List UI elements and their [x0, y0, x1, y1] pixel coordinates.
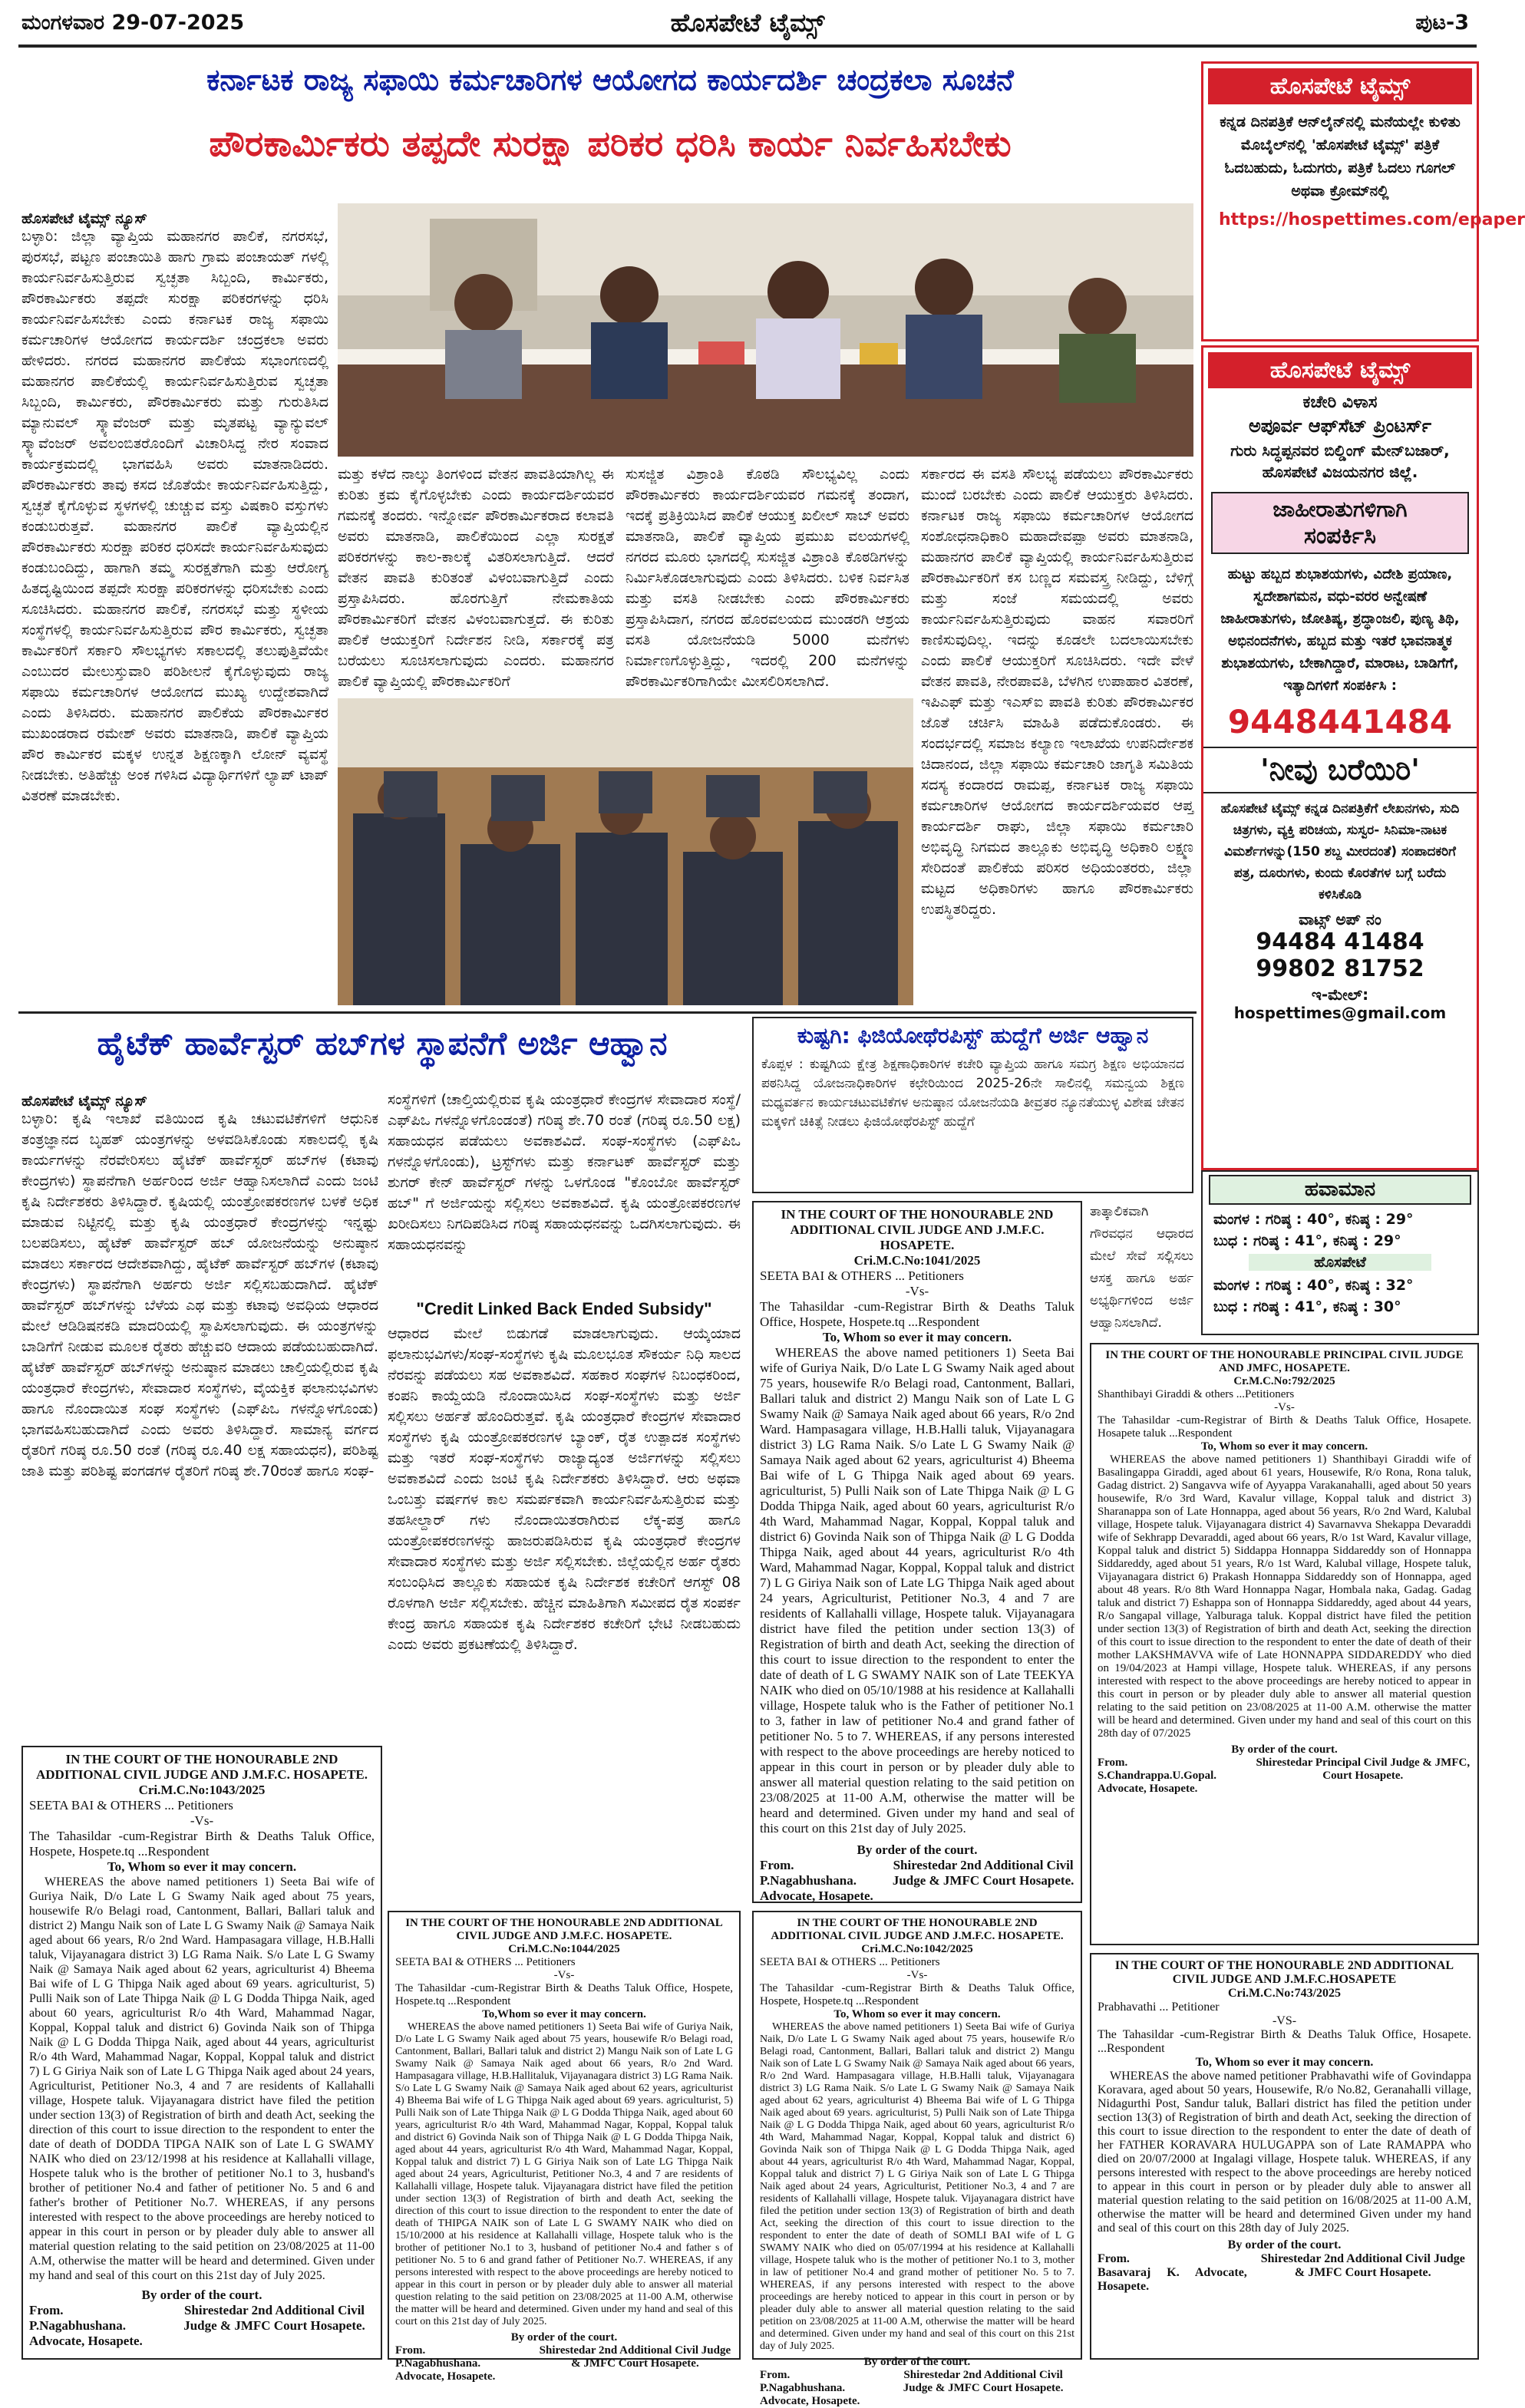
lead-col2: ಮತ್ತು ಕಳೆದ ನಾಲ್ಕು ತಿಂಗಳಿಂದ ವೇತನ ಪಾವತಿಯಾಗಿಲ್ಲ ಈ ಕುರಿತು ಕ್ರಮ ಕೈಗೊಳ್ಳಬೇಕು ಎಂದು ಕಾರ್ಯದರ್ಶಿಯವರ ಗಮನಕ್ಕೆ ತಂದರು. ಇನ್ನೋರ್ವ ಪೌರಕಾರ್ಮಿಕರಾದ ಕಲಾವತಿ ಅವರು ಮಾತನಾಡಿ, ಪಾಲಿಕೆಯಿಂದ ಎಲ್ಲಾ ಸುರಕ್ಷತೆ ಪರಿಕರಗಳನ್ನು ಕಾಲ-ಕಾಲಕ್ಕೆ ವಿತರಿಸಲಾಗುತ್ತಿದೆ. ಆದರೆ ವೇತನ ಪಾವತಿ ಕುರಿತಂತೆ ವಿಳಂಬವಾಗುತ್ತಿದೆ ಎಂದು ಪ್ರಸ್ತಾಪಿಸಿದರು. ಹೊರಗುತ್ತಿಗೆ ನೇಮಕಾತಿಯ ಪೌರಕಾರ್ಮಿಕರಿಗೆ ವೇತನ ವಿಳಂಬವಾಗುತ್ತದೆ. ಈ ಕುರಿತು ಪಾಲಿಕೆ ಆಯುಕ್ತರಿಗೆ ನಿರ್ದೇಶನ ನೀಡಿ, ಸರ್ಕಾರಕ್ಕೆ ಪತ್ರ ಬರೆಯಲು ಸೂಚಿಸಲಾಗುವುದು ಎಂದರು. ಮಹಾನಗರ ಪಾಲಿಕೆ ವ್ಯಾಪ್ತಿಯಲ್ಲಿ ಪೌರಕಾರ್ಮಿಕರಿಗೆ: [338, 466, 614, 690]
contact-email[interactable]: ಇ-ಮೇಲ್: hospettimes@gmail.com: [1233, 985, 1447, 1022]
notice-1043-body: WHEREAS the above named petitioners 1) Seeta Bai wife of Guriya Naik, D/o Late L G Swamy Naik aged about 75 years, housewife R/o Belagi road, Cantonment, Ballari, Ballari taluk and district 2) Mangu Naik son of Late L G Swamy Naik @ Samaya Naik aged about 66 years, R/o 2nd Ward. Hampasagara village, H.B.Halli taluk, Vijayanagara district 3) LG Rama Naik. S/o Late L G Swamy Naik @ Samaya Naik aged about 62 years, agriculturist 4) Bheema Bai wife of L G Thipga Naik aged about 69 years. agriculturist, 5) Pulli Naik son of Late Thipga Naik @ L G Dodda Thipga Naik, aged about 60 years, agriculturist R/o 4th Ward, Mahammad Nagar, Koppal, Koppal taluk and district 6) Govinda Naik son of Thipga Naik @ L G Dodda Thipga Naik, aged about 44 years, agriculturist R/o 4th Ward, Mahammad Nagar, Koppal, Koppal taluk and district 7) L G Giriya Naik son of Late L G Thipga Naik aged about 24 years, Agriculturist, Petitioner No.3, 4 and 7 are residents of Kallahalli village, Hospete taluk. Vijayanagara district have filed the petition under section 13(3) of Registration of birth and death Act, seeking the direction of this court to issue direction to the respondent to enter the date of death of DODDA TIPGA NAIK son of Late L G SWAMY NAIK who died on 23/12/1998 at his residence at Kallahalli village, Hospete taluk who is the brother of petitioner No.1 to 3, husband's brother of petitioner No.4 and father of petitioner No. 5 and 6 and father's brother of Petitioner No.7. WHEREAS, if any persons interested with respect to the above proceedings are hereby noticed to appear in this court in person or by pleader duly able to answer all material question relating to the said petition on 23/08/2025 at 11-00 A.M, otherwise the matter will be heard and determined. Given under my hand and seal of this court on this 21st day of July 2025.: [29, 1875, 375, 2282]
notice-1041-order: By order of the court.: [857, 1842, 978, 1857]
notice-1044-vs: -Vs-: [553, 1969, 575, 1981]
notice-1043: [21, 1746, 382, 2360]
notice-1044: [388, 1911, 741, 2383]
notice-1042-respondent: The Tahasildar -cum-Registrar Birth & Deaths Taluk Office, Hospete, Hospete.tq ...Respondent: [760, 1982, 1074, 2007]
ad-contact-line1: ಜಾಹೀರಾತುಗಳಿಗಾಗಿ: [1272, 496, 1408, 522]
notice-1044-advocate: P.Nagabhushana. Advocate, Hosapete.: [395, 2357, 496, 2383]
notice-792-respondent: The Tahasildar -cum-Registrar of Birth & Deaths Taluk Office, Hosapete. Hosapete taluk ...Respondent: [1098, 1414, 1471, 1440]
meeting-photo: [338, 203, 1193, 457]
lead-col3: ಸುಸಜ್ಜಿತ ವಿಶ್ರಾಂತಿ ಕೊಠಡಿ ಸೌಲಭ್ಯವಿಲ್ಲ ಎಂದು ಪೌರಕಾರ್ಮಿಕರು ಕಾರ್ಯದರ್ಶಿಯವರ ಗಮನಕ್ಕೆ ತಂದಾಗ, ಇದಕ್ಕೆ ಪ್ರತಿಕ್ರಿಯಿಸಿದ ಪಾಲಿಕೆ ಆಯುಕ್ತ ಖಲೀಲ್ ಸಾಬ್ ಅವರು ಮಾತನಾಡಿ, ಪಾಲಿಕೆ ವ್ಯಾಪ್ತಿಯ ಪ್ರಮುಖ ವಲಯಗಳಲ್ಲಿ ನಗರದ ಮೂರು ಭಾಗದಲ್ಲಿ ಸುಸಜ್ಜಿತ ವಿಶ್ರಾಂತಿ ಕೊಠಡಿಗಳನ್ನು ನಿರ್ಮಿಸಿಕೊಡಲಾಗುವುದು ಎಂದು ತಿಳಿಸಿದರು. ಬಳಿಕ ನಿರ್ವಸಿತ ಮತ್ತು ವಸತಿ ನೀಡಬೇಕು ಎಂದು ಪೌರಕಾರ್ಮಿಕರು ಪ್ರಸ್ತಾಪಿಸಿದಾಗ, ನಗರದ ಹೊರವಲಯದ ಮುಂಡರಗಿ ಆಶ್ರಯ ವಸತಿ ಯೋಜನೆಯಡಿ 5000 ಮನೆಗಳು ನಿರ್ಮಾಣಗೊಳ್ಳುತ್ತಿದ್ದು, ಇದರಲ್ಲಿ 200 ಮನೆಗಳನ್ನು ಪೌರಕಾರ್ಮಿಕರಿಗಾಗಿಯೇ ಮೀಸಲಿರಿಸಲಾಗಿದೆ.: [626, 466, 909, 690]
notice-792: [1090, 1343, 1479, 1945]
notice-743-court: IN THE COURT OF THE HONOURABLE 2ND ADDITIONAL CIVIL JUDGE AND J.M.F.C.HOSAPETE: [1114, 1959, 1454, 1986]
epaper-ad: [1201, 61, 1525, 341]
ad-contact-line2: ಸಂಪರ್ಕಿಸಿ: [1304, 523, 1376, 549]
harvester-col1: ಬಳ್ಳಾರಿ: ಕೃಷಿ ಇಲಾಖೆ ವತಿಯಿಂದ ಕೃಷಿ ಚಟುವಟಿಕೆಗಳಿಗೆ ಆಧುನಿಕ ತಂತ್ರಜ್ಞಾನದ ಬೃಹತ್ ಯಂತ್ರಗಳನ್ನು ಅಳವಡಿಸಿಕೊಂಡು ಸಕಾಲದಲ್ಲಿ ಕೃಷಿ ಕಾರ್ಯಗಳನ್ನು ನೆರವೇರಿಸಲು ಹೈಟೆಕ್ ಹಾರ್ವೆಸ್ಟರ್ ಹಬ್‌ಗಳ (ಕಟಾವು ಕೇಂದ್ರಗಳು) ಸ್ಥಾಪನೆಗಾಗಿ ಅರ್ಹರಿಂದ ಅರ್ಜಿ ಆಹ್ವಾನಿಸಲಾಗಿದೆ ಎಂದು ಜಂಟಿ ಕೃಷಿ ನಿರ್ದೇಶಕರು ತಿಳಿಸಿದ್ದಾರೆ. ಕೃಷಿಯಲ್ಲಿ ಯಂತ್ರೋಪಕರಣಗಳ ಬಳಕೆ ಅಧಿಕ ಮಾಡುವ ನಿಟ್ಟಿನಲ್ಲಿ ಮತ್ತು ಕೃಷಿ ಯಂತ್ರಧಾರೆ ಕೇಂದ್ರಗಳನ್ನು ಇನ್ನಷ್ಟು ಬಲಪಡಿಸಲು, ಹೈಟೆಕ್ ಹಾರ್ವೆಸ್ಟರ್ ಹಬ್ ಯೋಜನೆಯನ್ನು ಅನುಷ್ಠಾನ ಮಾಡಲು ಸರ್ಕಾರದ ಆದೇಶವಾಗಿದ್ದು, ಹೈಟೆಕ್ ಹಾರ್ವೆಸ್ಟರ್ ಹಬ್‌ಗಳ (ಕಟಾವು ಕೇಂದ್ರಗಳು) ಸ್ಥಾಪನೆಗಾಗಿ ಅರ್ಹರು ಅರ್ಜಿ ಸಲ್ಲಿಸಬಹುದಾಗಿದೆ. ಹೈಟೆಕ್ ಹಾರ್ವೆಸ್ಟರ್ ಹಬ್‌ಗಳನ್ನು ಬೆಳೆಯ ಎಥ ಮತ್ತು ಕಟಾವು ಅವಧಿಯ ಆಧಾರದ ಮೇಲೆ ಆಡಿಡಿಷನಕಡಿ ಮಾದರಿಯಲ್ಲಿ ಸ್ಥಾಪಿಸಲಾಗುವುದು. ಈ ಯಂತ್ರಗಳನ್ನು ಬಾಡಿಗೆಗೆ ನೀಡುವ ಮೂಲಕ ರೈತರು ಹೆಚ್ಚುವರಿ ಆದಾಯ ಪಡೆಯಬಹುದಾಗಿದೆ. ಹೈಟೆಕ್ ಹಾರ್ವೆಸ್ಟರ್ ಹಬ್‌ಗಳನ್ನು ಅನುಷ್ಠಾನ ಮಾಡಲು ಚಾಲ್ತಿಯಲ್ಲಿರುವ ಕೃಷಿ ಯಂತ್ರಧಾರೆ ಕೇಂದ್ರಗಳು, ಸೇವಾದಾರ ಸಂಸ್ಥೆಗಳು, ವೈಯಕ್ತಿಕ ಫಲಾನುಭವಿಗಳು ಹಾಗೂ ನೊಂದಾಯಿತ ಸಂಘ ಸಂಸ್ಥೆಗಳು (ಎಫ್‌ಪಿಒ ಗಳನ್ನೊಳಗೊಂಡು) ಭಾಗವಹಿಸಬಹುದಾಗಿದೆ ಎಂದು ಅವರು ತಿಳಿಸಿದ್ದಾರೆ. ಸಾಮಾನ್ಯ ವರ್ಗದ ರೈತರಿಗೆ ಗರಿಷ್ಠ ರೂ.50 ರಂತೆ (ಗರಿಷ್ಠ ರೂ.40 ಲಕ್ಷ ಸಹಾಯಧನ), ಪರಿಶಿಷ್ಟ ಜಾತಿ ಮತ್ತು ಪರಿಶಿಷ್ಟ ಪಂಗಡಗಳ ರೈತರಿಗೆ ಗರಿಷ್ಠ ಶೇ.70ರಂತೆ ಹಾಗೂ ಸಂಘ-: [21, 1110, 378, 1479]
notice-1042-shirestedar: Shirestedar 2nd Additional Civil Judge & JMFC Court Hosapete.: [903, 2369, 1064, 2394]
notice-1043-respondent: The Tahasildar -cum-Registrar Birth & Deaths Taluk Office, Hospete, Hospete.tq ...Respondent: [29, 1829, 375, 1859]
epaper-url[interactable]: https://hospettimes.com/epaper: [1219, 210, 1525, 229]
notice-743-advocate: Basavaraj K. Advocate, Hosapete.: [1098, 2266, 1247, 2293]
notice-1042-to: To, Whom so ever it may concern.: [833, 2008, 1001, 2020]
notice-743-case: Cri.M.C.No:743/2025: [1227, 1987, 1342, 2000]
notice-1044-from: From.: [395, 2344, 426, 2357]
notice-743-petitioners: Prabhavathi ... Petitioner: [1098, 2001, 1220, 2014]
notice-1042: [752, 1911, 1082, 2407]
notice-743-order: By order of the court.: [1227, 2238, 1342, 2251]
notice-1043-vs: -Vs-: [190, 1813, 214, 1828]
office-label: ಕಚೇರಿ ವಿಳಾಸ: [1302, 393, 1378, 412]
notice-1042-body: WHEREAS the above named petitioners 1) Seeta Bai wife of Guriya Naik, D/o Late L G Swamy Naik aged about 75 years, housewife R/o Belagi road, Cantonment, Ballari, Ballari taluk and district 2) Mangu Naik son of Late L G Swamy Naik @ Samaya Naik aged about 66 years, R/o 2nd Ward. Hampasagara village, H.B.Halli taluk, Vijayanagara district 3) LG Rama Naik. S/o Late L G Swamy Naik @ Samaya Naik aged about 62 years, agriculturist 4) Bheema Bai wife of L G Thipga Naik aged about 69 years. agriculturist, 5) Pulli Naik son of Late Thipga Naik @ L G Dodda Thipga Naik, aged about 60 years, agriculturist R/o 4th Ward, Mahammad Nagar, Koppal, Koppal taluk and district 6) Govinda Naik son of Thipga Naik @ L G Dodda Thipga Naik, aged about 44 years, agriculturist R/o 4th Ward, Mahammad Nagar, Koppal, Koppal taluk and district 7) L G Giriya Naik son of Late L G Thipga Naik aged about 24 years, Agriculturist, Petitioner No.3, 4 and 7 are residents of Kallahalli village, Hospete taluk. Vijayanagara district have filed the petition under section 13(3) of Registration of birth and death Act, seeking the direction of this court to issue direction to the respondent to enter the date of death of SOMLI BAI wife of L G SWAMY NAIK who died on 05/07/1994 at his residence at Kallahalli village, Hospete taluk who is the mother of petitioner No.1 to 3, mother in law of petitioner No.4 and grand mother of petitioner No. 5 to 7. WHEREAS, if any persons interested with respect to the above proceedings are hereby noticed to appear in this court in person or by pleader duly able to answer all material question relating to the said petition on 23/08/2025 at 11-00 A.M, otherwise the matter will be heard and determined. Given under my hand and seal of this court on this 21st day of July 2025.: [760, 2021, 1074, 2352]
notice-1044-case: Cri.M.C.No:1044/2025: [508, 1943, 620, 1955]
notice-1042-advocate: P.Nagabhushana. Advocate, Hosapete.: [760, 2382, 860, 2407]
notice-1042-from: From.: [760, 2369, 791, 2381]
notice-792-shirestedar: Shirestedar Principal Civil Judge & JMFC, Court Hosapete.: [1256, 1757, 1471, 1782]
notice-743-vs: -VS-: [1272, 2014, 1297, 2027]
notice-1044-to: To,Whom so ever it may concern.: [482, 2008, 646, 2020]
ad-phone[interactable]: 9448441484: [1227, 703, 1453, 741]
physio-headline: ಕುಷ್ಟಗಿ: ಫಿಜಿಯೋಥೆರಪಿಸ್ಟ್ ಹುದ್ದೆಗೆ ಅರ್ಜಿ ಆಹ್ವಾನ: [797, 1023, 1149, 1048]
notice-1041-from: From.: [760, 1858, 794, 1872]
notice-1041-body: WHEREAS the above named petitioners 1) Seeta Bai wife of Guriya Naik, D/o Late L G Swamy Naik aged about 75 years, housewife R/o Belagi road, Cantonment, Ballari, Ballari taluk and district 2) Mangu Naik son of Late L G Swamy Naik @ Samaya Naik aged about 66 years, R/o 2nd Ward. Hampasagara village, H.B.Halli taluk, Vijayanagara district 3) LG Rama Naik. S/o Late L G Swamy Naik @ Samaya Naik aged about 62 years, agriculturist 4) Bheema Bai wife of L G Thipga Naik aged about 69 years. agriculturist, 5) Pulli Naik son of Late Thipga Naik @ L G Dodda Thipga Naik, aged about 60 years, agriculturist R/o 4th Ward, Mahammad Nagar, Koppal, Koppal taluk and district 6) Govinda Naik son of Thipga Naik @ L G Dodda Thipga Naik, aged about 44 years, agriculturist R/o 4th Ward, Mahammad Nagar, Koppal, Koppal taluk and district 7) L G Giriya Naik son of Late LG Thipga Naik aged about 24 years, Agriculturist, Petitioner No.3, 4 and 7 are residents of Kallahalli village, Hospete taluk. Vijayanagara district have filed the petition under section 13(3) of Registration of birth and death Act, seeking the direction of this court to issue direction to the respondent to enter the date of death of L G SWAMY NAIK son of Late TEEKYA NAIK who died on 05/10/1988 at his residence at Kallahalli village, Hospete taluk who is the Father of petitioner No.1 to 3, father in law of petitioner No.4 and grand father of petitioner No. 5 to 7. WHEREAS, if any persons interested with respect to the above proceedings are hereby noticed to appear in this court in person or by pleader duly able to answer all material question relating to the said petition on 23/08/2025 at 11-00 A.M, otherwise the matter will be heard and determined. Given under my hand and seal of this court on this 21st day of July 2025.: [760, 1345, 1074, 1836]
physio-box: [752, 1017, 1193, 1193]
notice-743-to: To, Whom so ever it may concern.: [1195, 2056, 1374, 2069]
physio-body: ಕೊಪ್ಪಳ : ಕುಷ್ಟಗಿಯ ಕ್ಷೇತ್ರ ಶಿಕ್ಷಣಾಧಿಕಾರಿಗಳ ಕಚೇರಿ ವ್ಯಾಪ್ತಿಯ ಹಾಗೂ ಸಮಗ್ರ ಶಿಕ್ಷಣ ಅಭಿಯಾನದ ಪಠನಿಸಿದ್ದ ಯೋಜನಾಧಿಕಾರಿಗಳ ಕಛೇರಿಯಿಂದ 2025-26ನೇ ಸಾಲಿನಲ್ಲಿ ಸಮನ್ವಯ ಶಿಕ್ಷಣ ಮಧ್ಯವರ್ತನ ಕಾರ್ಯಚಟುವಟಿಕೆಗಳ ಅನುಷ್ಠಾನ ಯೋಜನೆಯಡಿ ತೀವ್ರತರ ನ್ಯೂನತೆಯುಳ್ಳ ವಿಶೇಷ ಚೇತನ ಮಕ್ಕಳಿಗೆ ಚಿಕಿತ್ಸೆ ನೀಡಲು ಫಿಜಿಯೋಥೆರಪಿಸ್ಟ್ ಹುದ್ದೆಗೆ: [761, 1057, 1184, 1130]
weather-city: ಹೊಸಪೇಟೆ: [1249, 1254, 1431, 1271]
notice-1043-to: To, Whom so ever it may concern.: [107, 1859, 297, 1874]
office-address: ಗುರು ಸಿದ್ಧಪ್ಪನವರ ಬಿಲ್ಡಿಂಗ್ ಮೇನ್‌ಬಜಾರ್, ಹೊಸಪೇಟೆ ವಿಜಯನಗರ ಜಿಲ್ಲೆ.: [1230, 441, 1450, 481]
subsidy-quote: "Credit Linked Back Ended Subsidy": [416, 1299, 712, 1318]
notice-792-to: To, Whom so ever it may concern.: [1200, 1440, 1368, 1453]
lead-col1: ಬಳ್ಳಾರಿ: ಜಿಲ್ಲಾ ವ್ಯಾಪ್ತಿಯ ಮಹಾನಗರ ಪಾಲಿಕೆ, ನಗರಸಭೆ, ಪುರಸಭೆ, ಪಟ್ಟಣ ಪಂಚಾಯಿತಿ ಹಾಗು ಗ್ರಾಮ ಪಂಚಾಯತ್ ಗಳಲ್ಲಿ ಕಾರ್ಯನಿರ್ವಹಿಸುತ್ತಿರುವ ಸ್ವಚ್ಛತಾ ಸಿಬ್ಬಂದಿ, ಕಾರ್ಮಿಕರು, ಪೌರಕಾರ್ಮಿಕರು ತಪ್ಪದೇ ಸುರಕ್ಷಾ ಪರಿಕರಗಳನ್ನು ಧರಿಸಿ ಕಾರ್ಯನಿರ್ವಹಿಸಬೇಕು ಎಂದು ಕರ್ನಾಟಕ ರಾಜ್ಯ ಸಫಾಯಿ ಕರ್ಮಚಾರಿಗಳ ಆಯೋಗದ ಕಾರ್ಯದರ್ಶಿ ಚಂದ್ರಕಲಾ ಅವರು ಹೇಳಿದರು. ನಗರದ ಮಹಾನಗರ ಪಾಲಿಕೆಯ ಸಭಾಂಗಣದಲ್ಲಿ ಮಹಾನಗರ ಪಾಲಿಕೆಯಲ್ಲಿ ಕಾರ್ಯನಿರ್ವಹಿಸುತ್ತಿರುವ ಸ್ವಚ್ಛತಾ ಸಿಬ್ಬಂದಿ, ಕಾರ್ಮಿಕರು, ಪೌರಕಾರ್ಮಿಕರು ಮತ್ತು ಗುರುತಿಸಿದ ಮ್ಯಾನುವಲ್ ಸ್ಕ್ಯಾವೆಂಜರ್ ಮತ್ತು ಮೃತಪಟ್ಟ ವ್ಯಾನ್ಯುವಲ್ ಸ್ಕ್ಯಾವೆಂಜರ್ ಅವಲಂಬಿತರೊಂದಿಗೆ ವಿಚಾರಿಸಿದ್ದ ನೇರ ಸಂವಾದ ಕಾರ್ಯಕ್ರಮದಲ್ಲಿ ಭಾಗವಹಿಸಿ ಅವರು ಮಾತನಾಡಿದರು. ಪೌರಕಾರ್ಮಿಕರು ತಾವು ಕಸದ ಜೊತೆಯೇ ಕಾರ್ಯನಿರ್ವಹಿಸುತ್ತಿದ್ದು, ಸ್ವಚ್ಛತೆ ಕೈಗೊಳ್ಳುವ ಸ್ಥಳಗಳಲ್ಲಿ ಚುಚ್ಚುವ ವಸ್ತು ವಿಷಕಾರಿ ವಸ್ತುಗಳು ಕಂಡುಬರುತ್ತವೆ. ಮಹಾನಗರ ಪಾಲಿಕೆ ವ್ಯಾಪ್ತಿಯಲ್ಲಿನ ಪೌರಕಾರ್ಮಿಕರು ಸುರಕ್ಷಾ ಪರಿಕರ ಧರಿಸದೇ ಕಾರ್ಯನಿರ್ವಹಿಸುವುದು ಕಂಡುಬಂದಿದ್ದು, ಹಾಗಾಗಿ ತಮ್ಮ ಸುರಕ್ಷತೆಗಾಗಿ ಮತ್ತು ಆರೋಗ್ಯ ಹಿತದೃಷ್ಟಿಯಿಂದ ತಪ್ಪದೇ ಸುರಕ್ಷಾ ಪರಿಕರಗಳನ್ನು ಧರಿಸಬೇಕು ಎಂದು ಸೂಚಿಸಿದರು. ಮಹಾನಗರ ಪಾಲಿಕೆ, ನಗರಸಭೆ ಮತ್ತು ಸ್ಥಳೀಯ ಸಂಸ್ಥೆಗಳಲ್ಲಿ ಕಾರ್ಯನಿರ್ವಹಿಸುತ್ತಿರುವ ಪೌರ ಕಾರ್ಮಿಕರು, ಸ್ವಚ್ಛತಾ ಕಾರ್ಮಿಕರಿಗೆ ಸರ್ಕಾರಿ ಸೌಲಭ್ಯಗಳು ಸಕಾಲದಲ್ಲಿ ತಲುಪುತ್ತಿವೆಯೇ ಎಂಬುದರ ಮೇಲುಸ್ತುವಾರಿ ಪರಿಶೀಲನೆ ಕೈಗೊಳ್ಳುವುದು ರಾಜ್ಯ ಸಫಾಯಿ ಕರ್ಮಚಾರಿಗಳ ಆಯೋಗದ ಮುಖ್ಯ ಉದ್ದೇಶವಾಗಿದೆ ಎಂದು ತಿಳಿಸಿದರು. ಮಹಾನಗರ ಪಾಲಿಕೆಯ ಪೌರಕಾರ್ಮಿಕರ ಮುಖಂಡರಾದ ರಮೇಶ್ ಅವರು ಮಾತನಾಡಿ, ಪಾಲಿಕೆ ವ್ಯಾಪ್ತಿಯ ಪೌರ ಕಾರ್ಮಿಕರ ಮಕ್ಕಳ ಉನ್ನತ ಶಿಕ್ಷಣಕ್ಕಾಗಿ ಲೋನ್ ವ್ಯವಸ್ಥೆ ನೀಡಬೇಕು. ಅತಿಹೆಚ್ಚು ಅಂಕ ಗಳಿಸಿದ ವಿದ್ಯಾರ್ಥಿಗಳಿಗೆ ಲ್ಯಾಪ್ ಟಾಪ್ ವಿತರಣೆ ಮಾಡಬೇಕು.: [21, 228, 328, 804]
notice-743-body: WHEREAS the above named petitioner Prabhavathi wife of Govindappa Koravara, aged about 50 years, Housewife, R/o No.82, Geranahalli village, Nidagurthi Post, Sandur taluk, Ballari district has filed the petition under section 13(3) of Registration of birth and death Act, seeking the direction of this court to issue direction to the respondent to enter the date of death of her FATHER KORAVARA HULUGAPPA son of Late RAMAPPA who died on 20/07/2000 at Ingalagi village, Hospete taluk. WHEREAS, if any persons interested with respect to the above proceedings are hereby noticed to appear in this court in person or by pleader duly able to answer all material question relating to the said petition on 16/08/2025 at 11-00 A.M, otherwise the matter will be heard and determined Given under my hand and seal of this court on this 28th day of July 2025.: [1098, 2070, 1471, 2235]
section-rule: [18, 1011, 1197, 1014]
printer-name: ಅಪೂರ್ವ ಆಫ್‌ಸೆಟ್ ಪ್ರಿಂಟರ್ಸ್: [1248, 415, 1432, 437]
notice-1043-court: IN THE COURT OF THE HONOURABLE 2ND ADDITIONAL CIVIL JUDGE AND J.M.F.C. HOSAPETE.: [36, 1752, 368, 1782]
notice-1043-from: From.: [29, 2303, 64, 2317]
header-rule: [18, 45, 1477, 48]
notice-792-order: By order of the court.: [1231, 1743, 1338, 1756]
notice-743: [1090, 1953, 1479, 2360]
harvester-dateline: ಹೊಸಪೇಟೆ ಟೈಮ್ಸ್ ನ್ಯೂಸ್: [21, 1093, 147, 1110]
epaper-ad-title: ಹೊಸಪೇಟೆ ಟೈಮ್ಸ್: [1208, 68, 1472, 104]
whatsapp-number-2[interactable]: 99802 81752: [1256, 955, 1424, 982]
notice-792-advocate: S.Chandrappa.U.Gopal. Advocate, Hosapete.: [1098, 1770, 1217, 1795]
weather-box: [1201, 1170, 1479, 1335]
notice-1041-vs: -Vs-: [905, 1284, 929, 1298]
office-ad-title: ಹೊಸಪೇಟೆ ಟೈಮ್ಸ್: [1208, 352, 1472, 388]
weather-row-3: ಮಂಗಳ : ಗರಿಷ್ಠ : 40°, ಕನಿಷ್ಠ : 32°: [1213, 1277, 1414, 1294]
whatsapp-number-1[interactable]: 94484 41484: [1256, 929, 1424, 955]
lead-col4: ಸರ್ಕಾರದ ಈ ವಸತಿ ಸೌಲಭ್ಯ ಪಡೆಯಲು ಪೌರಕಾರ್ಮಿಕರು ಮುಂದೆ ಬರಬೇಕು ಎಂದು ಪಾಲಿಕೆ ಆಯುಕ್ತರು ತಿಳಿಸಿದರು. ಕರ್ನಾಟಕ ರಾಜ್ಯ ಸಫಾಯಿ ಕರ್ಮಚಾರಿಗಳ ಆಯೋಗದ ಸಂಶೋಧನಾಧಿಕಾರಿ ಮಹಾದೇವಪ್ಪಾ ಅವರು ಮಾತನಾಡಿ, ಮಹಾನಗರ ಪಾಲಿಕೆ ವ್ಯಾಪ್ತಿಯಲ್ಲಿ ಕಾರ್ಯನಿರ್ವಹಿಸುತ್ತಿರುವ ಪೌರಕಾರ್ಮಿಕರಿಗೆ ಕಸ ಬಣ್ಣದ ಸಮವಸ್ತ್ರ ನೀಡಿದ್ದು, ಬೆಳಿಗ್ಗೆ ಮತ್ತು ಸಂಜೆ ಸಮಯದಲ್ಲಿ ಅವರು ಕಾರ್ಯನಿರ್ವಹಿಸುತ್ತಿರುವುದು ವಾಹನ ಸವಾರರಿಗೆ ಕಾಣಿಸುವುದಿಲ್ಲ. ಇದನ್ನು ಕೂಡಲೇ ಬದಲಾಯಿಸಬೇಕು ಎಂದು ಪಾಲಿಕೆ ಆಯುಕ್ತರಿಗೆ ಸೂಚಿಸಿದರು. ಇದೇ ವೇಳೆ ವೇತನ ಪಾವತಿ, ನೇರಪಾವತಿ, ಬೆಳಗಿನ ಉಪಾಹಾರ ವಿತರಣೆ, ಇಪಿಎಫ್ ಮತ್ತು ಇಎಸ್ಐ ಪಾವತಿ ಕುರಿತು ಪೌರಕಾರ್ಮಿಕರ ಜೊತೆ ಚರ್ಚಿಸಿ ಮಾಹಿತಿ ಪಡೆದುಕೊಂಡರು. ಈ ಸಂದರ್ಭದಲ್ಲಿ ಸಮಾಜ ಕಲ್ಯಾಣ ಇಲಾಖೆಯ ಉಪನಿರ್ದೇಶಕ ಚಿದಾನಂದ, ಜಿಲ್ಲಾ ಸಫಾಯಿ ಕರ್ಮಚಾರಿ ಜಾಗೃತಿ ಸಮಿತಿಯ ಸದಸ್ಯ ಕಂದಾರದ ರಾಮಪ್ಪ, ಕರ್ನಾಟಕ ರಾಜ್ಯ ಸಫಾಯಿ ಕರ್ಮಚಾರಿಗಳ ಆಯೋಗದ ಕಾರ್ಯದರ್ಶಿಯವರ ಆಪ್ತ ಕಾರ್ಯದರ್ಶಿ ರಾಘು, ಜಿಲ್ಲಾ ಸಫಾಯಿ ಕರ್ಮಚಾರಿ ಅಭಿವೃದ್ಧಿ ನಿಗಮದ ತಾಲ್ಲೂಕು ಅಭಿವೃದ್ಧಿ ಅಧಿಕಾರಿ ಲಕ್ಷ್ಮಣ ಸೇರಿದಂತೆ ಪಾಲಿಕೆಯ ಪರಿಸರ ಅಧಿಯಂತರರು, ಜಿಲ್ಲಾ ಮಟ್ಟದ ಅಧಿಕಾರಿಗಳು ಹಾಗೂ ಪೌರಕಾರ್ಮಿಕರು ಉಪಸ್ಥಿತರಿದ್ದರು.: [921, 466, 1193, 918]
notice-1041-case: Cri.M.C.No:1041/2025: [853, 1253, 981, 1268]
lead-dateline: ಹೊಸಪೇಟೆ ಟೈಮ್ಸ್ ನ್ಯೂಸ್: [21, 210, 147, 227]
weather-title: ಹವಾಮಾನ: [1209, 1175, 1471, 1205]
ad-contact-box: [1211, 492, 1469, 554]
write-us-text: ಹೊಸಪೇಟೆ ಟೈಮ್ಸ್ ಕನ್ನಡ ದಿನಪತ್ರಿಕೆಗೆ ಲೇಖನಗಳು, ಸುದಿ ಚಿತ್ರಗಳು, ವ್ಯಕ್ತಿ ಪರಿಚಯ, ಸುಸ್ವರ- ಸಿನಿಮಾ-ನಾಟಕ ವಿಮರ್ಶೆಗಳನ್ನು(150 ಶಬ್ದ ಮೀರದಂತೆ) ಸಂಪಾದಕರಿಗೆ ಪತ್ರ, ದೂರುಗಳು, ಕುಂದು ಕೊರತೆಗಳ ಬಗ್ಗೆ ಬರೆದು ಕಳಿಸಿಕೊಡಿ: [1220, 801, 1460, 902]
notice-1043-advocate: P.Nagabhushana. Advocate, Hosapete.: [29, 2318, 143, 2348]
notice-1042-court: IN THE COURT OF THE HONOURABLE 2ND ADDITIONAL CIVIL JUDGE AND J.M.F.C. HOSAPETE.: [771, 1917, 1064, 1942]
notice-1043-order: By order of the court.: [141, 2288, 262, 2302]
physio-continued: ತಾತ್ಕಾಲಿಕವಾಗಿ ಗೌರವಧನ ಆಧಾರದ ಮೇಲೆ ಸೇವೆ ಸಲ್ಲಿಸಲು ಆಸಕ್ತ ಹಾಗೂ ಅರ್ಹ ಅಭ್ಯರ್ಥಿಗಳಿಂದ ಅರ್ಜಿ ಆಹ್ವಾನಿಸಲಾಗಿದೆ.: [1090, 1204, 1193, 1331]
harvester-headline: ಹೈಟೆಕ್ ಹಾರ್ವೆಸ್ಟರ್ ಹಬ್‌ಗಳ ಸ್ಥಾಪನೆಗೆ ಅರ್ಜಿ ಆಹ್ವಾನ: [97, 1024, 668, 1062]
notice-1044-shirestedar: Shirestedar 2nd Additional Civil Judge & JMFC Court Hosapete.: [539, 2344, 731, 2370]
ad-categories: ಹುಟ್ಟು ಹಬ್ಬದ ಶುಭಾಶಯಗಳು, ವಿದೇಶಿ ಪ್ರಯಾಣ, ಸ್ವದೇಶಾಗಮನ, ವಧು-ವರರ ಅನ್ವೇಷಣೆ ಜಾಹೀರಾತುಗಳು, ಜೋತಿಷ್ಯ, ಶ್ರದ್ಧಾಂಜಲಿ, ಪುಣ್ಯ ತಿಥಿ, ಅಭಿನಂದನೆಗಳು, ಹಬ್ಬದ ಮತ್ತು ಇತರೆ ಭಾವನಾತ್ಮಕ ಶುಭಾಶಯಗಳು, ಬೇಕಾಗಿದ್ದಾರೆ, ಮಾರಾಟ, ಬಾಡಿಗೆಗೆ, ಇತ್ಯಾದಿಗಳಿಗೆ ಸಂಪರ್ಕಿಸಿ :: [1220, 566, 1460, 694]
notice-1044-order: By order of the court.: [510, 2331, 618, 2344]
notice-1041: [752, 1201, 1082, 1903]
weather-row-1: ಮಂಗಳ : ಗರಿಷ್ಠ : 40°, ಕನಿಷ್ಠ : 29°: [1213, 1211, 1414, 1228]
notice-1041-shirestedar: Shirestedar 2nd Additional Civil Judge & JMFC Court Hosapete.: [892, 1858, 1074, 1888]
workers-photo: [338, 698, 913, 1005]
notice-792-from: From.: [1098, 1757, 1128, 1769]
notice-792-body: WHEREAS the above named petitioners 1) Shanthibayi Giraddi wife of Basalingappa Giraddi, aged about 61 years, Housewife, R/o Rona, Rona taluk, Gadag district. 2) Sangavva wife of Ayyappa Varakanahalli, aged about 50 years housewife, R/o 3rd Ward, Kavalur village, Koppal taluk and district 3) Sharanappa son of Late Honnappa, aged about 56 years, R/o 2nd Ward, Kalubal village, Hospete taluk. Vijayanagara district 4) Savarnavva Shekappa Devaraddi wife of Sekhrapp Devaraddi, aged about 66 years, R/o 1st Ward, Kavalur village, Koppal taluk and district 5) Siddappa Honnappa Siddareddy son of Honnappa Siddareddy, aged about 51 years, R/o 1st Ward, Kalubal village, Hospete taluk, Vijayanagara district 6) Prakash Honnappa Siddareddy son of Honnappa, aged about 48 years. R/o 8th Ward Honnappa Nagar, Hombala naka, Gadag. Gadag taluk and district 7) Eshappa son of Honnappa Siddareddy, aged about 44 years, R/o Sangapal village, Yalburaga taluk. Koppal district have filed the petition under section 13(3) of Registration of birth and death Act, seeking the direction of this court to issue direction to the respondent to enter the date of death of their mother LAKSHMAVVA wife of Late HONNAPPA SIDDAREDDY who died on 19/04/2023 at Hampi village, Hospete taluk. WHEREAS, if any persons interested with respect to the above proceedings are hereby noticed to appear in this court in person or by pleader duly able to answer all material question relating to the said petition on 23/08/2025 at 11-00 A.M. otherwise the matter will be heard and determined. Given under my hand and seal of this court on this 28th day of 07/2025: [1098, 1453, 1471, 1740]
notice-1041-court: IN THE COURT OF THE HONOURABLE 2ND ADDITIONAL CIVIL JUDGE AND J.M.F.C. HOSAPETE.: [781, 1207, 1054, 1252]
notice-743-from: From.: [1098, 2252, 1130, 2265]
notice-1042-order: By order of the court.: [863, 2356, 971, 2368]
notice-743-shirestedar: Shirestedar 2nd Additional Civil Judge & JMFC Court Hosapete.: [1260, 2252, 1465, 2279]
write-us-title: 'ನೀವು ಬರೆಯಿರಿ': [1203, 747, 1477, 793]
page-number: ಪುಟ-3: [1415, 11, 1469, 35]
notice-1042-case: Cri.M.C.No:1042/2025: [861, 1943, 973, 1955]
notice-1041-advocate: P.Nagabhushana. Advocate, Hosapete.: [760, 1873, 873, 1903]
notice-743-respondent: The Tahasildar -cum-Registrar Birth & Deaths Taluk Office, Hosapete. ...Respondent: [1098, 2028, 1471, 2055]
office-ad: [1201, 345, 1479, 1170]
notice-1043-case: Cri.M.C.No:1043/2025: [138, 1783, 266, 1797]
notice-1041-respondent: The Tahasildar -cum-Registrar Birth & Deaths Taluk Office, Hospete, Hospete.tq ...Respondent: [760, 1299, 1074, 1329]
notice-1041-petitioners: SEETA BAI & OTHERS ... Petitioners: [760, 1268, 964, 1283]
notice-1043-shirestedar: Shirestedar 2nd Additional Civil Judge & JMFC Court Hosapete.: [183, 2303, 365, 2333]
harvester-col2b: ಆಧಾರದ ಮೇಲೆ ಬಿಡುಗಡೆ ಮಾಡಲಾಗುವುದು. ಆಯ್ಕೆಯಾದ ಫಲಾನುಭವಿಗಳು/ಸಂಘ-ಸಂಸ್ಥೆಗಳು ಕೃಷಿ ಮೂಲಭೂತ ಸೌಕರ್ಯ ನಿಧಿ ಸಾಲದ ನೆರವನ್ನು ಪಡೆಯಲು ಸಹ ಅವಕಾಶವಿದೆ. ಸಹಕಾರ ಸಂಘಗಳ ನಿಬಂಧಕರಿಂದ, ಕಂಪನಿ ಕಾಯ್ದೆಯಡಿ ನೊಂದಾಯಿಸಿದ ಸಂಘ-ಸಂಸ್ಥೆಗಳು ಮತ್ತು ಅರ್ಜಿ ಸಲ್ಲಿಸಲು ಅರ್ಹತೆ ಹೊಂದಿರುತ್ತವೆ. ಕೃಷಿ ಯಂತ್ರಧಾರೆ ಕೇಂದ್ರಗಳ ಸೇವಾದಾರ ಸಂಸ್ಥೆಗಳು ಕೃಷಿ ಯಂತ್ರೋಪಕರಣಗಳ ಬ್ಯಾಂಕ್, ರೈತ ಉತ್ಪಾದಕ ಸಂಸ್ಥೆಗಳು ಮತ್ತು ಇತರೆ ಸಂಘ-ಸಂಸ್ಥೆಗಳು ರಾಜ್ಯಾದ್ಯಂತ ಅರ್ಜಿಗಳನ್ನು ಸಲ್ಲಿಸಲು ಅವಕಾಶವಿದೆ ಎಂದು ಜಂಟಿ ಕೃಷಿ ನಿರ್ದೇಶಕರು ತಿಳಿಸಿದ್ದಾರೆ. ಆರು ಅಥವಾ ಒಂಬತ್ತು ವರ್ಷಗಳ ಕಾಲ ಸಮರ್ಪಕವಾಗಿ ಕಾರ್ಯನಿರ್ವಹಿಸುತ್ತಿರುವ ಮತ್ತು ತಹಸೀಲ್ದಾರ್ ಗಳು ನೊಂದಾಯಿತರಾಗಿರುವ ಲೆಕ್ಕ-ಪತ್ರ ಹಾಗೂ ಯಂತ್ರೋಪಕರಣಗಳನ್ನು ಹಾಜರುಪಡಿಸಿರುವ ಕೃಷಿ ಯಂತ್ರಧಾರೆ ಕೇಂದ್ರಗಳ ಸೇವಾದಾರ ಸಂಸ್ಥೆಗಳು ಮತ್ತು ಅರ್ಜಿ ಸಲ್ಲಿಸಬೇಕು. ಜಿಲ್ಲೆಯಲ್ಲಿನ ಅರ್ಹ ರೈತರು ಸಂಬಂಧಿಸಿದ ತಾಲ್ಲೂಕು ಸಹಾಯಕ ಕೃಷಿ ನಿರ್ದೇಶಕ ಕಚೇರಿಗೆ ಆಗಸ್ಟ್ 08 ರೊಳಗಾಗಿ ಅರ್ಜಿ ಸಲ್ಲಿಸಬೇಕು. ಹೆಚ್ಚಿನ ಮಾಹಿತಿಗಾಗಿ ಸಮೀಪದ ರೈತ ಸಂಪರ್ಕ ಕೇಂದ್ರ ಹಾಗೂ ಸಹಾಯಕ ಕೃಷಿ ನಿರ್ದೇಶಕರ ಕಚೇರಿಗೆ ಭೇಟಿ ನೀಡಬಹುದು ಎಂದು ಅವರು ಪ್ರಕಟಣೆಯಲ್ಲಿ ತಿಳಿಸಿದ್ದಾರೆ.: [388, 1325, 741, 1653]
harvester-col2a: ಸಂಸ್ಥೆಗಳಿಗೆ (ಚಾಲ್ತಿಯಲ್ಲಿರುವ ಕೃಷಿ ಯಂತ್ರಧಾರೆ ಕೇಂದ್ರಗಳ ಸೇವಾದಾರ ಸಂಸ್ಥೆ/ ಎಫ್‌ಪಿಒ ಗಳನ್ನೊಳಗೊಂಡಂತೆ) ಗರಿಷ್ಠ ಶೇ.70 ರಂತೆ (ಗರಿಷ್ಠ ರೂ.50 ಲಕ್ಷ) ಸಹಾಯಧನ ಪಡೆಯಲು ಅವಕಾಶವಿದೆ. ಸಂಘ-ಸಂಸ್ಥೆಗಳು (ಎಫ್‌ಪಿಒ ಗಳನ್ನೊಳಗೊಂಡು), ಟ್ರಸ್ಟ್‌ಗಳು ಮತ್ತು ಕರ್ನಾಟಕ್ ಹಾರ್ವೆಸ್ಟರ್ ಮತ್ತು ಶುಗರ್ ಕೇನ್ ಹಾರ್ವೆಸ್ಟರ್ ಗಳನ್ನು ಒಳಗೊಂಡ "ಕೊಂಬೋ ಹಾರ್ವೆಸ್ಟರ್ ಹಬ್" ಗೆ ಅರ್ಜಿಯನ್ನು ಸಲ್ಲಿಸಲು ಅವಕಾಶವಿದೆ. ಕೃಷಿ ಯಂತ್ರೋಪಕರಣಗಳ ಖರೀದಿಸಲು ನಿಗದಿಪಡಿಸಿದ ಗರಿಷ್ಠ ಸಹಾಯಧನವನ್ನು ಒದಗಿಸಲಾಗುವುದು. ಈ ಸಹಾಯಧನವನ್ನು: [388, 1091, 741, 1253]
notice-792-case: Cr.M.C.No:792/2025: [1233, 1375, 1335, 1387]
weather-row-2: ಬುಧ : ಗರಿಷ್ಠ : 41°, ಕನಿಷ್ಠ : 29°: [1213, 1232, 1401, 1249]
notice-1044-petitioners: SEETA BAI & OTHERS ... Petitioners: [395, 1956, 576, 1968]
notice-792-petitioners: Shanthibayi Giraddi & others ...Petitioners: [1098, 1388, 1295, 1400]
weather-row-4: ಬುಧ : ಗರಿಷ್ಠ : 41°, ಕನಿಷ್ಠ : 30°: [1213, 1298, 1401, 1315]
whatsapp-label: ವಾಟ್ಸ್ ಅಪ್ ನಂ: [1299, 910, 1381, 929]
notice-1044-respondent: The Tahasildar -cum-Registrar Birth & Deaths Taluk Office, Hospete, Hospete.tq ...Respondent: [395, 1982, 733, 2007]
notice-1044-body: WHEREAS the above named petitioners 1) Seeta Bai wife of Guriya Naik, D/o Late L G Swamy Naik aged about 75 years, housewife R/o Belagi road, Cantonment, Ballari, Ballari taluk and district 2) Mangu Naik son of Late L G Swamy Naik @ Samaya Naik aged about 66 years, R/o 2nd Ward. Hampasagara village, H.B.Hallitaluk, Vijayanagara district 3) LG Rama Naik. S/o Late L G Swamy Naik @ Samaya Naik aged about 62 years, agriculturist 4) Bheema Bai wife of L G Thipga Naik aged about 69 years. agriculturist, 5) Pulli Naik son of Late Thipga Naik @ L G Dodda Thipga Naik, aged about 60 years, agriculturist R/o 4th Ward, Mahammad Nagar, Koppal, Koppal taluk and district 6) Govinda Naik son of Thipga Naik @ L G Dodda Thipga Naik, aged about 44 years, agriculturist R/o 4th Ward, Mahammad Nagar, Koppal, Koppal taluk and district 7) L G Giriya Naik son of Late LG Thipga Naik aged about 24 years, Agriculturist, Petitioner No.3, 4 and 7 are residents of Kallahalli village, Hospete taluk. Vijayanagara district have filed the petition under section 13(3) of Registration of birth and death Act, seeking the direction of this court to issue direction to the respondent to enter the date of death of THIPGA NAIK son of Late L G SWAMY NAIK who died on 15/10/2000 at his residence at Kallahalli village, Hospete taluk who is the brother of petitioner No.1 to 3, husband of petitioner No.4 and father s of petitioner No. 5 to 6 and grand father of Petitioner No.7. WHEREAS, if any persons interested with respect to the above proceedings are hereby noticed to appear in this court in person or by pleader duly able to answer all material question relating to the said petition on 23/08/2025 at 11-00 A.M, otherwise the matter will be heard and determined. Given under my hand and seal of this court on this 21st day of July 2025.: [395, 2021, 733, 2327]
epaper-ad-text: ಕನ್ನಡ ದಿನಪತ್ರಿಕೆ ಆನ್‌ಲೈನ್‌ನಲ್ಲಿ ಮನೆಯಲ್ಲೇ ಕುಳಿತು ಮೊಬೈಲ್‌ನಲ್ಲಿ 'ಹೊಸಪೇಟೆ ಟೈಮ್ಸ್' ಪತ್ರಿಕೆ ಓದಬಹುದು, ಓದುಗರು, ಪತ್ರಿಕೆ ಓದಲು ಗೂಗಲ್ ಅಥವಾ ಕ್ರೋಮ್‌ನಲ್ಲಿ: [1220, 114, 1461, 200]
notice-1044-court: IN THE COURT OF THE HONOURABLE 2ND ADDITIONAL CIVIL JUDGE AND J.M.F.C. HOSAPETE.: [405, 1917, 723, 1942]
masthead: ಹೊಸಪೇಟೆ ಟೈಮ್ಸ್: [670, 8, 825, 38]
issue-date: ಮಂಗಳವಾರ 29-07-2025: [21, 11, 245, 35]
notice-1042-petitioners: SEETA BAI & OTHERS ... Petitioners: [760, 1956, 940, 1968]
notice-1041-to: To, Whom so ever it may concern.: [822, 1330, 1012, 1344]
notice-792-court: IN THE COURT OF THE HONOURABLE PRINCIPAL CIVIL JUDGE AND JMFC, HOSAPETE.: [1105, 1349, 1464, 1374]
lead-kicker: ಕರ್ನಾಟಕ ರಾಜ್ಯ ಸಫಾಯಿ ಕರ್ಮಚಾರಿಗಳ ಆಯೋಗದ ಕಾರ್ಯದರ್ಶಿ ಚಂದ್ರಕಲಾ ಸೂಚನೆ: [206, 63, 1014, 97]
notice-1043-petitioners: SEETA BAI & OTHERS ... Petitioners: [29, 1798, 233, 1813]
page-header: [18, 6, 1477, 46]
notice-1042-vs: -Vs-: [906, 1969, 928, 1981]
notice-792-vs: -Vs-: [1274, 1401, 1295, 1413]
lead-headline: ಪೌರಕಾರ್ಮಿಕರು ತಪ್ಪದೇ ಸುರಕ್ಷಾ ಪರಿಕರ ಧರಿಸಿ ಕಾರ್ಯ ನಿರ್ವಹಿಸಬೇಕು: [209, 123, 1012, 164]
